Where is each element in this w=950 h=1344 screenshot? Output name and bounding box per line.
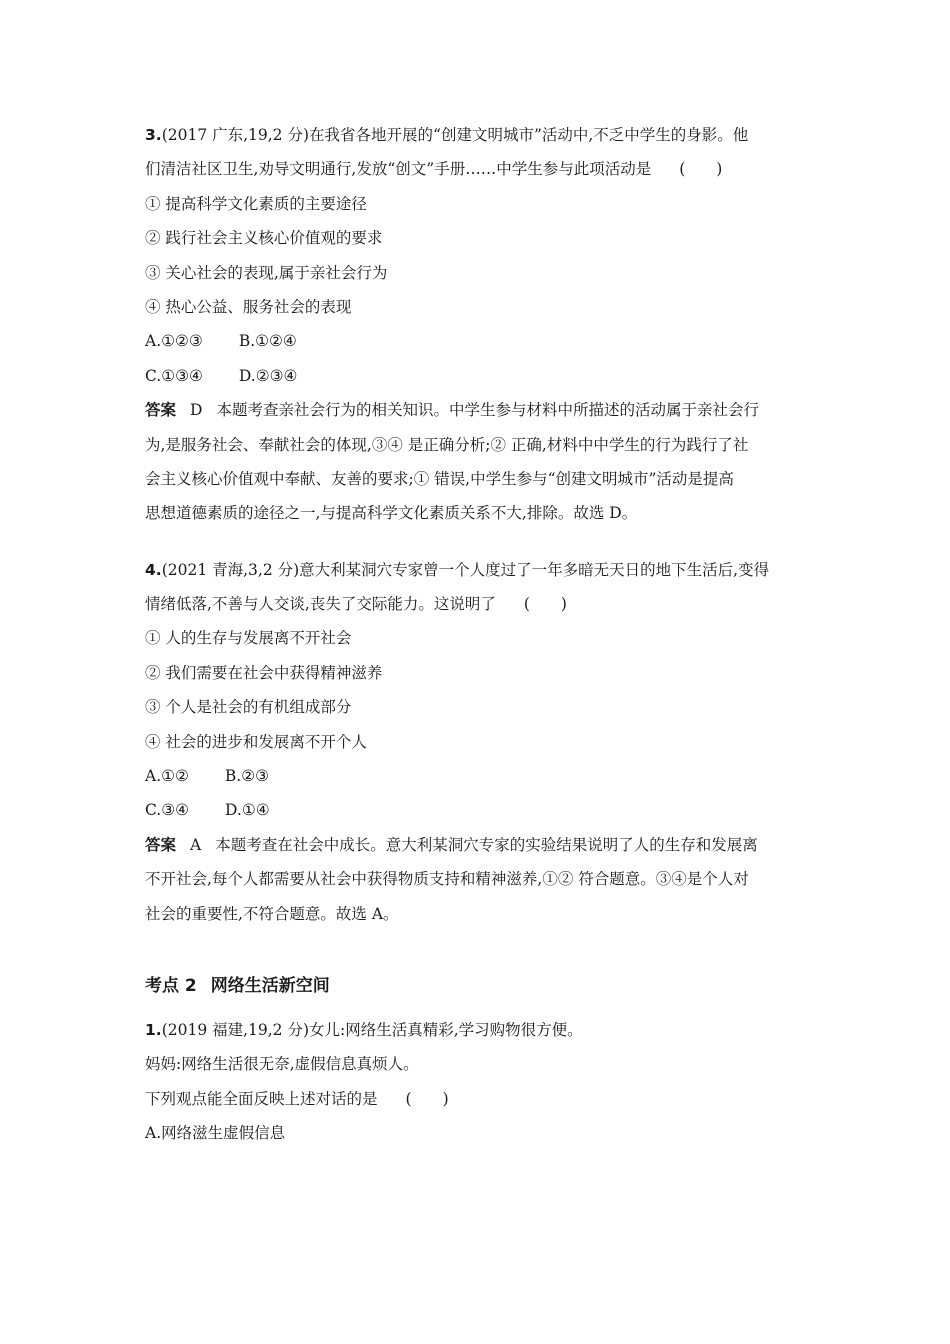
option-statement: ① 人的生存与发展离不开社会 [145,629,352,648]
option-statement: ② 我们需要在社会中获得精神滋养 [145,663,383,682]
choice-a: A.①② [145,767,189,786]
question-source: (2021 青海,3,2 分) [161,560,300,579]
answer-blank: ( ) [679,160,723,179]
section-number: 考点 2 [145,975,197,996]
answer-blank: ( ) [405,1089,449,1108]
dialogue-mother: 妈妈:网络生活很无奈,虚假信息真烦人。 [145,1055,419,1074]
document-page [145,118,810,1151]
question-source: (2019 福建,19,2 分) [161,1020,310,1039]
question-stem: 意大利某洞穴专家曾一个人度过了一年多暗无天日的地下生活后,变得 [299,560,770,579]
question-stem-line [145,587,810,621]
answer-explanation: 本题考查亲社会行为的相关知识。中学生参与材料中所描述的活动属于亲社会行 [216,401,759,420]
question-3 [145,118,810,531]
question-stem: 在我省各地开展的“创建文明城市”活动中,不乏中学生的身影。他 [309,126,749,144]
answer-blank: ( ) [523,595,567,614]
question-source: (2017 广东,19,2 分) [161,126,310,144]
answer-explanation: 社会的重要性,不符合题意。故选 A。 [145,904,399,923]
answer-explanation: 本题考查在社会中成长。意大利某洞穴专家的实验结果说明了人的生存和发展离 [215,835,758,854]
question-stem: 情绪低落,不善与人交谈,丧失了交际能力。这说明了 [145,595,496,614]
option-statement: ② 践行社会主义核心价值观的要求 [145,229,383,248]
answer-letter: D [190,401,203,420]
option-statement: ① 提高科学文化素质的主要途径 [145,194,367,213]
choice-row [145,359,810,393]
choice-c: C.①③④ [145,366,203,385]
option-statement: ③ 关心社会的表现,属于亲社会行为 [145,263,388,282]
question-stem-line [145,553,810,587]
answer-block [145,828,810,931]
section-heading [145,969,810,1003]
choice-c: C.③④ [145,801,190,820]
answer-label: 答案 [145,401,177,420]
choice-a: A.网络滋生虚假信息 [145,1124,286,1143]
choice-row [145,324,810,358]
option-statement: ③ 个人是社会的有机组成部分 [145,698,352,717]
question-number: 3. [145,126,162,144]
answer-letter: A [190,835,202,854]
question-stem-line [145,118,810,152]
choice-d: D.①④ [225,801,270,820]
choice-row [145,793,810,827]
choice-d: D.②③④ [238,366,298,385]
answer-block [145,393,810,531]
section-title-text: 网络生活新空间 [210,975,330,996]
question-stem-line [145,1013,810,1047]
choice-b: B.②③ [224,767,270,786]
option-statement: ④ 社会的进步和发展离不开个人 [145,732,367,751]
question-number: 4. [145,560,162,579]
choice-row [145,759,810,793]
question-1 [145,1013,810,1151]
answer-explanation: 思想道德素质的途径之一,与提高科学文化素质关系不大,排除。故选 D。 [145,504,638,523]
option-statement: ④ 热心公益、服务社会的表现 [145,297,352,316]
choice-b: B.①②④ [238,332,297,351]
question-stem: 下列观点能全面反映上述对话的是 [145,1089,378,1108]
answer-explanation: 为,是服务社会、奉献社会的体现,③④ 是正确分析;② 正确,材料中中学生的行为践行了社 [145,435,749,454]
answer-explanation: 不开社会,每个人都需要从社会中获得物质支持和精神滋养,①② 符合题意。③④是个人对 [145,870,749,889]
question-stem: 们清洁社区卫生,劝导文明通行,发放“创文”手册……中学生参与此项活动是 [145,160,652,179]
question-stem-line [145,152,810,186]
choice-a: A.①②③ [145,332,203,351]
answer-explanation: 会主义核心价值观中奉献、友善的要求;① 错误,中学生参与“创建文明城市”活动是提高 [145,469,734,488]
question-stem-line [145,1082,810,1116]
question-4 [145,553,810,931]
dialogue-daughter: 女儿:网络生活真精彩,学习购物很方便。 [309,1020,583,1039]
answer-label: 答案 [145,835,177,854]
question-number: 1. [145,1020,162,1039]
